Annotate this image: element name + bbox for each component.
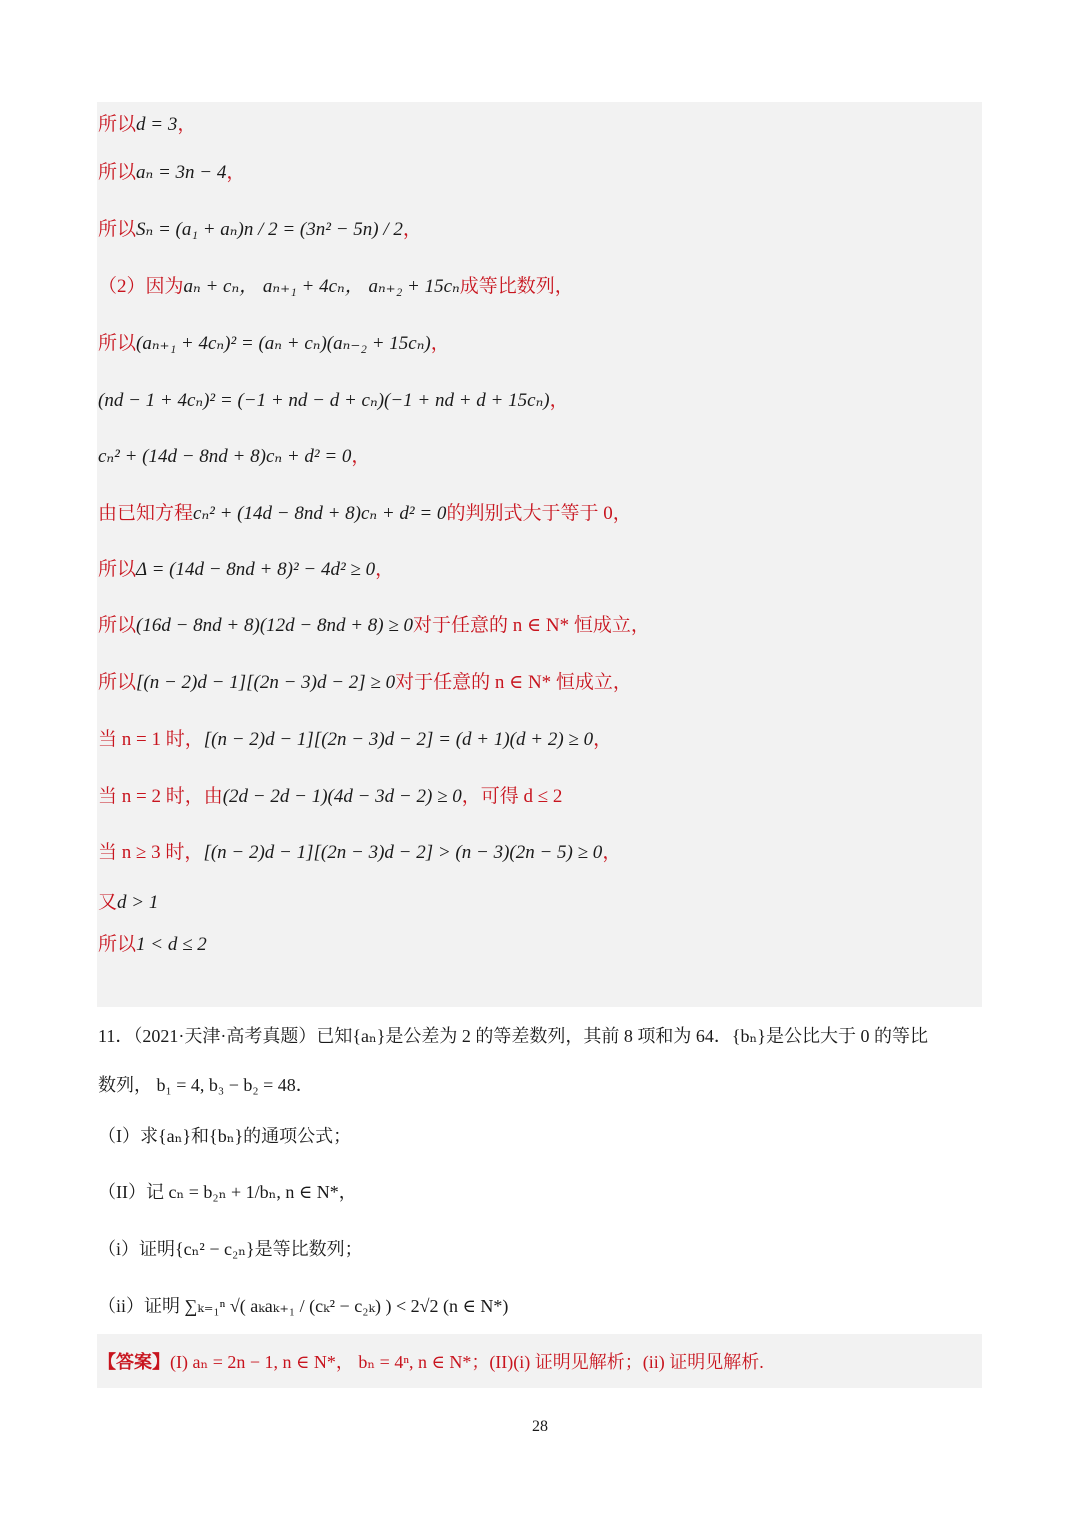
solution-line-suffix: 对于任意的 n ∈ N* 恒成立，	[395, 672, 632, 693]
answer-label: 【答案】	[98, 1352, 170, 1372]
solution-line	[98, 891, 158, 915]
solution-line-math: [(n − 2)d − 1][(2n − 3)d − 2] = (d + 1)(d + 2) ≥ 0	[203, 729, 594, 750]
solution-line-prefix: 所以	[98, 333, 137, 354]
solution-line-prefix: 当 n = 1 时，	[98, 729, 204, 750]
solution-line-math: Δ = (14d − 8nd + 8)² − 4d² ≥ 0	[136, 559, 376, 580]
solution-line-suffix: ，	[593, 729, 613, 750]
solution-line-math: (nd − 1 + 4cₙ)² = (−1 + nd − d + cₙ)(−1 + nd + d + 15cₙ)	[98, 390, 550, 411]
solution-line-prefix: （2）因为	[98, 276, 184, 297]
solution-line-math: [(n − 2)d − 1][(2n − 3)d − 2] > (n − 3)(2n − 5) ≥ 0	[203, 842, 603, 863]
page-number: 28	[532, 1418, 548, 1435]
solution-line-suffix: ，	[226, 162, 246, 183]
solution-line-math: [(n − 2)d − 1][(2n − 3)d − 2] ≥ 0	[136, 672, 396, 693]
question-part-2-ii: （ii）证明 ∑ₖ₌₁ⁿ √( aₖaₖ₊₁ / (cₖ² − c₂ₖ) ) < 2√2 (n ∈ N*)	[98, 1296, 509, 1316]
solution-line-suffix: 成等比数列，	[459, 276, 574, 297]
question-part-2: （II）记 cₙ = b₂ₙ + 1/bₙ, n ∈ N*，	[98, 1182, 357, 1202]
solution-line	[98, 933, 207, 957]
solution-line-prefix: 又	[98, 892, 118, 913]
solution-line	[98, 785, 562, 809]
solution-line-suffix: ，	[602, 842, 622, 863]
solution-line-prefix: 由已知方程	[98, 503, 194, 524]
solution-line-prefix: 当 n ≥ 3 时，	[98, 842, 204, 863]
solution-line-math: d = 3	[136, 114, 178, 135]
solution-line	[98, 218, 422, 242]
solution-line-math: d > 1	[117, 892, 159, 913]
question-part-1: （I）求{aₙ}和{bₙ}的通项公式；	[98, 1126, 352, 1146]
solution-line-suffix: ，	[375, 559, 395, 580]
solution-line-suffix: 对于任意的 n ∈ N* 恒成立，	[413, 615, 650, 636]
question-part-2-i: （i）证明{cₙ² − c₂ₙ}是等比数列；	[98, 1239, 363, 1259]
solution-line-suffix: ，	[549, 390, 569, 411]
solution-line	[98, 275, 574, 299]
solution-line-prefix: 当 n = 2 时，由	[98, 786, 223, 807]
solution-line-math: 1 < d ≤ 2	[136, 934, 207, 955]
solution-line-prefix: 所以	[98, 559, 137, 580]
solution-line-math: Sₙ = (a₁ + aₙ)n / 2 = (3n² − 5n) / 2	[136, 219, 403, 240]
solution-line-math: aₙ + cₙ， aₙ₊₁ + 4cₙ， aₙ₊₂ + 15cₙ	[183, 276, 460, 297]
solution-line	[98, 558, 394, 582]
solution-line	[98, 614, 650, 638]
solution-line-prefix: 所以	[98, 219, 137, 240]
answer-text: (I) aₙ = 2n − 1, n ∈ N*， bₙ = 4ⁿ, n ∈ N*；(II)(i) 证明见解析；(ii) 证明见解析.	[170, 1352, 764, 1372]
solution-line	[98, 502, 632, 526]
solution-line-math: aₙ = 3n − 4	[136, 162, 227, 183]
solution-line-math: (2d − 2d − 1)(4d − 3d − 2) ≥ 0	[222, 786, 462, 807]
solution-line	[98, 389, 569, 413]
solution-line-prefix: 所以	[98, 114, 137, 135]
solution-line-suffix: ，	[351, 446, 371, 467]
solution-line-prefix: 所以	[98, 672, 137, 693]
solution-line-math: cₙ² + (14d − 8nd + 8)cₙ + d² = 0	[98, 446, 352, 467]
solution-line-math: (aₙ₊₁ + 4cₙ)² = (aₙ + cₙ)(aₙ₋₂ + 15cₙ)	[136, 333, 431, 354]
solution-line	[98, 161, 245, 185]
solution-line	[98, 445, 370, 469]
solution-line-math: cₙ² + (14d − 8nd + 8)cₙ + d² = 0	[193, 503, 447, 524]
solution-line	[98, 728, 612, 752]
solution-line	[98, 841, 621, 865]
solution-line	[98, 671, 632, 695]
question-line-1: 11．（2021·天津·高考真题）已知{aₙ}是公差为 2 的等差数列，其前 8 项和为 64．{bₙ}是公比大于 0 的等比	[98, 1026, 928, 1046]
solution-line-prefix: 所以	[98, 615, 137, 636]
answer-line	[98, 1350, 764, 1374]
solution-line-suffix: ，可得 d ≤ 2	[461, 786, 563, 807]
solution-line	[98, 113, 196, 137]
solution-line-prefix: 所以	[98, 934, 137, 955]
solution-line-suffix: ，	[402, 219, 422, 240]
solution-line-suffix: ，	[430, 333, 450, 354]
solution-line-prefix: 所以	[98, 162, 137, 183]
solution-line	[98, 332, 450, 356]
solution-line-suffix: 的判别式大于等于 0，	[446, 503, 632, 524]
question-line-2: 数列， b₁ = 4, b₃ − b₂ = 48．	[98, 1075, 314, 1095]
solution-line-suffix: ，	[177, 114, 197, 135]
solution-line-math: (16d − 8nd + 8)(12d − 8nd + 8) ≥ 0	[136, 615, 414, 636]
